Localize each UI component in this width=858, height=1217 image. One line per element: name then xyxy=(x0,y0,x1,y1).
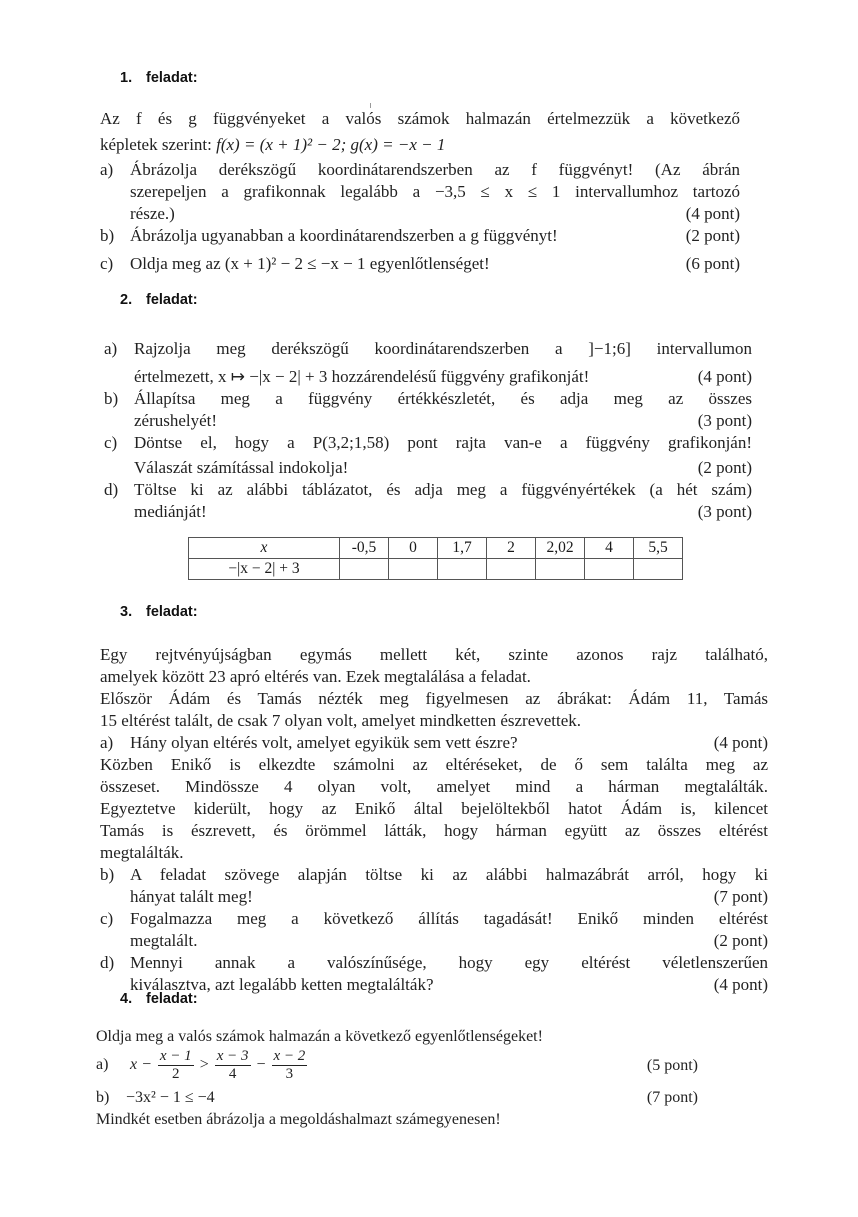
operator: − xyxy=(256,1056,266,1074)
numerator: x − 1 xyxy=(159,1048,192,1064)
points-label: (2 pont) xyxy=(685,226,740,245)
task-1-intro-line: Az f és g függvényeket a valós számok halmazán értelmezzük a következő xyxy=(100,109,740,128)
row-header-fx: −|x − 2| + 3 xyxy=(189,559,340,580)
item-line: szerepeljen a grafikonnak legalább a −3,5 ≤ x ≤ 1 intervallumhoz tartozó xyxy=(130,182,740,201)
item-line: Ábrázolja ugyanabban a koordinátarendszerben a g függvényt! xyxy=(130,226,558,245)
points-label: (3 pont) xyxy=(697,502,752,521)
item-line: Ábrázolja derékszögű koordinátarendszerben az f függvényt! (Az ábrán xyxy=(130,160,740,179)
item-line: zérushelyét! xyxy=(134,411,218,430)
task-number: 1. xyxy=(120,70,133,86)
task-4-intro: Oldja meg a valós számok halmazán a következő egyenlőtlenségeket! xyxy=(96,1028,543,1045)
item-line: Töltse ki az alábbi táblázatot, és adja meg a függvényértékek (a hét szám) xyxy=(134,480,752,499)
task-number: 4. xyxy=(120,991,133,1007)
answer-cell[interactable] xyxy=(536,559,585,580)
operator: > xyxy=(199,1056,209,1074)
task-number: 2. xyxy=(120,292,133,308)
function-definitions: f(x) = (x + 1)² − 2; g(x) = −x − 1 xyxy=(216,135,446,154)
task-1-heading xyxy=(120,70,198,86)
fraction-3 xyxy=(272,1048,308,1083)
paragraph-line: Közben Enikő is elkezdte számolni az eltéréseket, de ő sem találta meg az xyxy=(100,755,768,774)
item-line: mediánját! xyxy=(134,502,207,521)
item-label: c) xyxy=(100,909,114,928)
task-1-item-c xyxy=(100,253,740,275)
task-2-item-c xyxy=(104,432,752,479)
item-line: Rajzolja meg derékszögű koordinátarendszerben a ]−1;6] intervallumon xyxy=(134,339,752,358)
task-number: 3. xyxy=(120,604,133,620)
denominator: 4 xyxy=(228,1066,237,1082)
fraction-2 xyxy=(215,1048,251,1083)
item-line: hányat talált meg! xyxy=(130,887,253,906)
item-label: d) xyxy=(104,480,119,499)
item-line: Oldja meg az (x + 1)² − 2 ≤ −x − 1 egyenlőtlenséget! xyxy=(130,254,490,273)
paragraph-line: megtalálták. xyxy=(100,843,184,862)
task-title: feladat: xyxy=(146,604,198,620)
paragraph-line: összeset. Mindössze 4 olyan volt, amelyet mind a hárman megtalálták. xyxy=(100,777,768,796)
fraction-1 xyxy=(158,1048,194,1083)
item-line: értelmezett, x ↦ −|x − 2| + 3 hozzárendelésű függvény grafikonját! xyxy=(134,367,590,386)
item-line: Döntse el, hogy a P(3,2;1,58) pont rajta van-e a függvény grafikonján! xyxy=(134,433,752,452)
item-line: A feladat szövege alapján töltse ki az alábbi halmazábrát arról, hogy ki xyxy=(130,865,768,884)
item-line: −3x² − 1 ≤ −4 xyxy=(126,1089,215,1106)
intro-prefix: képletek szerint: xyxy=(100,135,212,154)
item-line: Hány olyan eltérés volt, amelyet egyikük sem vett észre? xyxy=(130,733,518,752)
item-label: c) xyxy=(104,433,118,452)
task-4-item-a xyxy=(96,1048,698,1083)
task-title: feladat: xyxy=(146,292,198,308)
item-line: Állapítsa meg a függvény értékkészletét, és adja meg az összes xyxy=(134,389,752,408)
points-label: (4 pont) xyxy=(697,367,752,386)
numerator: x − 3 xyxy=(216,1048,249,1064)
task-title: feladat: xyxy=(146,991,198,1007)
value-table xyxy=(188,537,683,580)
item-line: kiválasztva, azt legalább ketten megtalálták? xyxy=(130,975,434,994)
points-label: (3 pont) xyxy=(697,411,752,430)
x-cell: 2,02 xyxy=(536,538,585,559)
task-1-intro-formula-line xyxy=(100,134,740,156)
x-cell: -0,5 xyxy=(340,538,389,559)
expr-lead: x − xyxy=(130,1056,152,1074)
x-cell: 5,5 xyxy=(634,538,683,559)
points-label: (7 pont) xyxy=(646,1089,698,1106)
paragraph-line: Egyeztetve kiderült, hogy az Enikő által bejelöltekből hatot Ádám is, kilencet xyxy=(100,799,768,818)
item-label: a) xyxy=(96,1056,109,1074)
points-label: (7 pont) xyxy=(713,887,768,906)
answer-cell[interactable] xyxy=(585,559,634,580)
points-label: (4 pont) xyxy=(713,733,768,752)
task-2-heading xyxy=(120,292,198,308)
x-cell: 1,7 xyxy=(438,538,487,559)
numerator: x − 2 xyxy=(273,1048,306,1064)
task-4-item-b xyxy=(96,1087,698,1109)
task-4-heading xyxy=(120,991,198,1007)
x-cell: 2 xyxy=(487,538,536,559)
task-3-item-d xyxy=(100,952,768,996)
task-2-item-d xyxy=(104,479,752,523)
task-1-item-b xyxy=(100,225,740,247)
task-1-body xyxy=(100,108,740,275)
points-label: (2 pont) xyxy=(697,458,752,477)
item-label: a) xyxy=(100,733,114,752)
row-header-x: x xyxy=(189,538,340,559)
task-3-body xyxy=(100,644,768,996)
paragraph-line: 15 eltérést talált, de csak 7 olyan volt, amelyet mindketten észrevettek. xyxy=(100,711,582,730)
points-label: (4 pont) xyxy=(685,204,740,223)
task-3-item-a xyxy=(100,732,768,754)
points-label: (4 pont) xyxy=(713,975,768,994)
answer-cell[interactable] xyxy=(634,559,683,580)
denominator: 3 xyxy=(285,1066,294,1082)
task-4-closing: Mindkét esetben ábrázolja a megoldáshalmazt számegyenesen! xyxy=(96,1111,501,1128)
table-row-fx xyxy=(189,559,683,580)
answer-cell[interactable] xyxy=(438,559,487,580)
points-label: (6 pont) xyxy=(685,254,740,273)
item-line: Mennyi annak a valószínűsége, hogy egy eltérést véletlenszerűen xyxy=(130,953,768,972)
table-row-x xyxy=(189,538,683,559)
task-2-item-a xyxy=(104,338,752,388)
answer-cell[interactable] xyxy=(389,559,438,580)
points-label: (2 pont) xyxy=(713,931,768,950)
task-2-body xyxy=(104,338,752,523)
item-line: része.) xyxy=(130,204,175,223)
item-label: d) xyxy=(100,953,115,972)
x-cell: 4 xyxy=(585,538,634,559)
item-label: b) xyxy=(104,389,119,408)
item-line: megtalált. xyxy=(130,931,198,950)
paragraph-line: amelyek között 23 apró eltérés van. Ezek megtalálása a feladat. xyxy=(100,667,531,686)
task-3-item-c xyxy=(100,908,768,952)
paragraph-line: Tamás is észrevett, és örömmel látták, hogy hárman együtt az összes eltérést xyxy=(100,821,768,840)
denominator: 2 xyxy=(172,1066,180,1082)
item-label: b) xyxy=(100,226,115,245)
task-4-body xyxy=(96,1026,698,1131)
item-label: b) xyxy=(96,1089,110,1106)
item-label: a) xyxy=(100,160,114,179)
task-1-item-a xyxy=(100,159,740,225)
paragraph-line: Először Ádám és Tamás nézték meg figyelmesen az ábrákat: Ádám 11, Tamás xyxy=(100,689,768,708)
item-line: Válaszát számítással indokolja! xyxy=(134,458,349,477)
task-2-item-b xyxy=(104,388,752,432)
x-cell: 0 xyxy=(389,538,438,559)
answer-cell[interactable] xyxy=(487,559,536,580)
task-title: feladat: xyxy=(146,70,198,86)
task-3-heading xyxy=(120,604,198,620)
answer-cell[interactable] xyxy=(340,559,389,580)
item-label: a) xyxy=(104,339,118,358)
item-label: c) xyxy=(100,254,114,273)
points-label: (5 pont) xyxy=(646,1056,698,1074)
paragraph-line: Egy rejtvényújságban egymás mellett két, szinte azonos rajz található, xyxy=(100,645,768,664)
task-3-item-b xyxy=(100,864,768,908)
item-line: Fogalmazza meg a következő állítás tagadását! Enikő minden eltérést xyxy=(130,909,768,928)
item-label: b) xyxy=(100,865,115,884)
